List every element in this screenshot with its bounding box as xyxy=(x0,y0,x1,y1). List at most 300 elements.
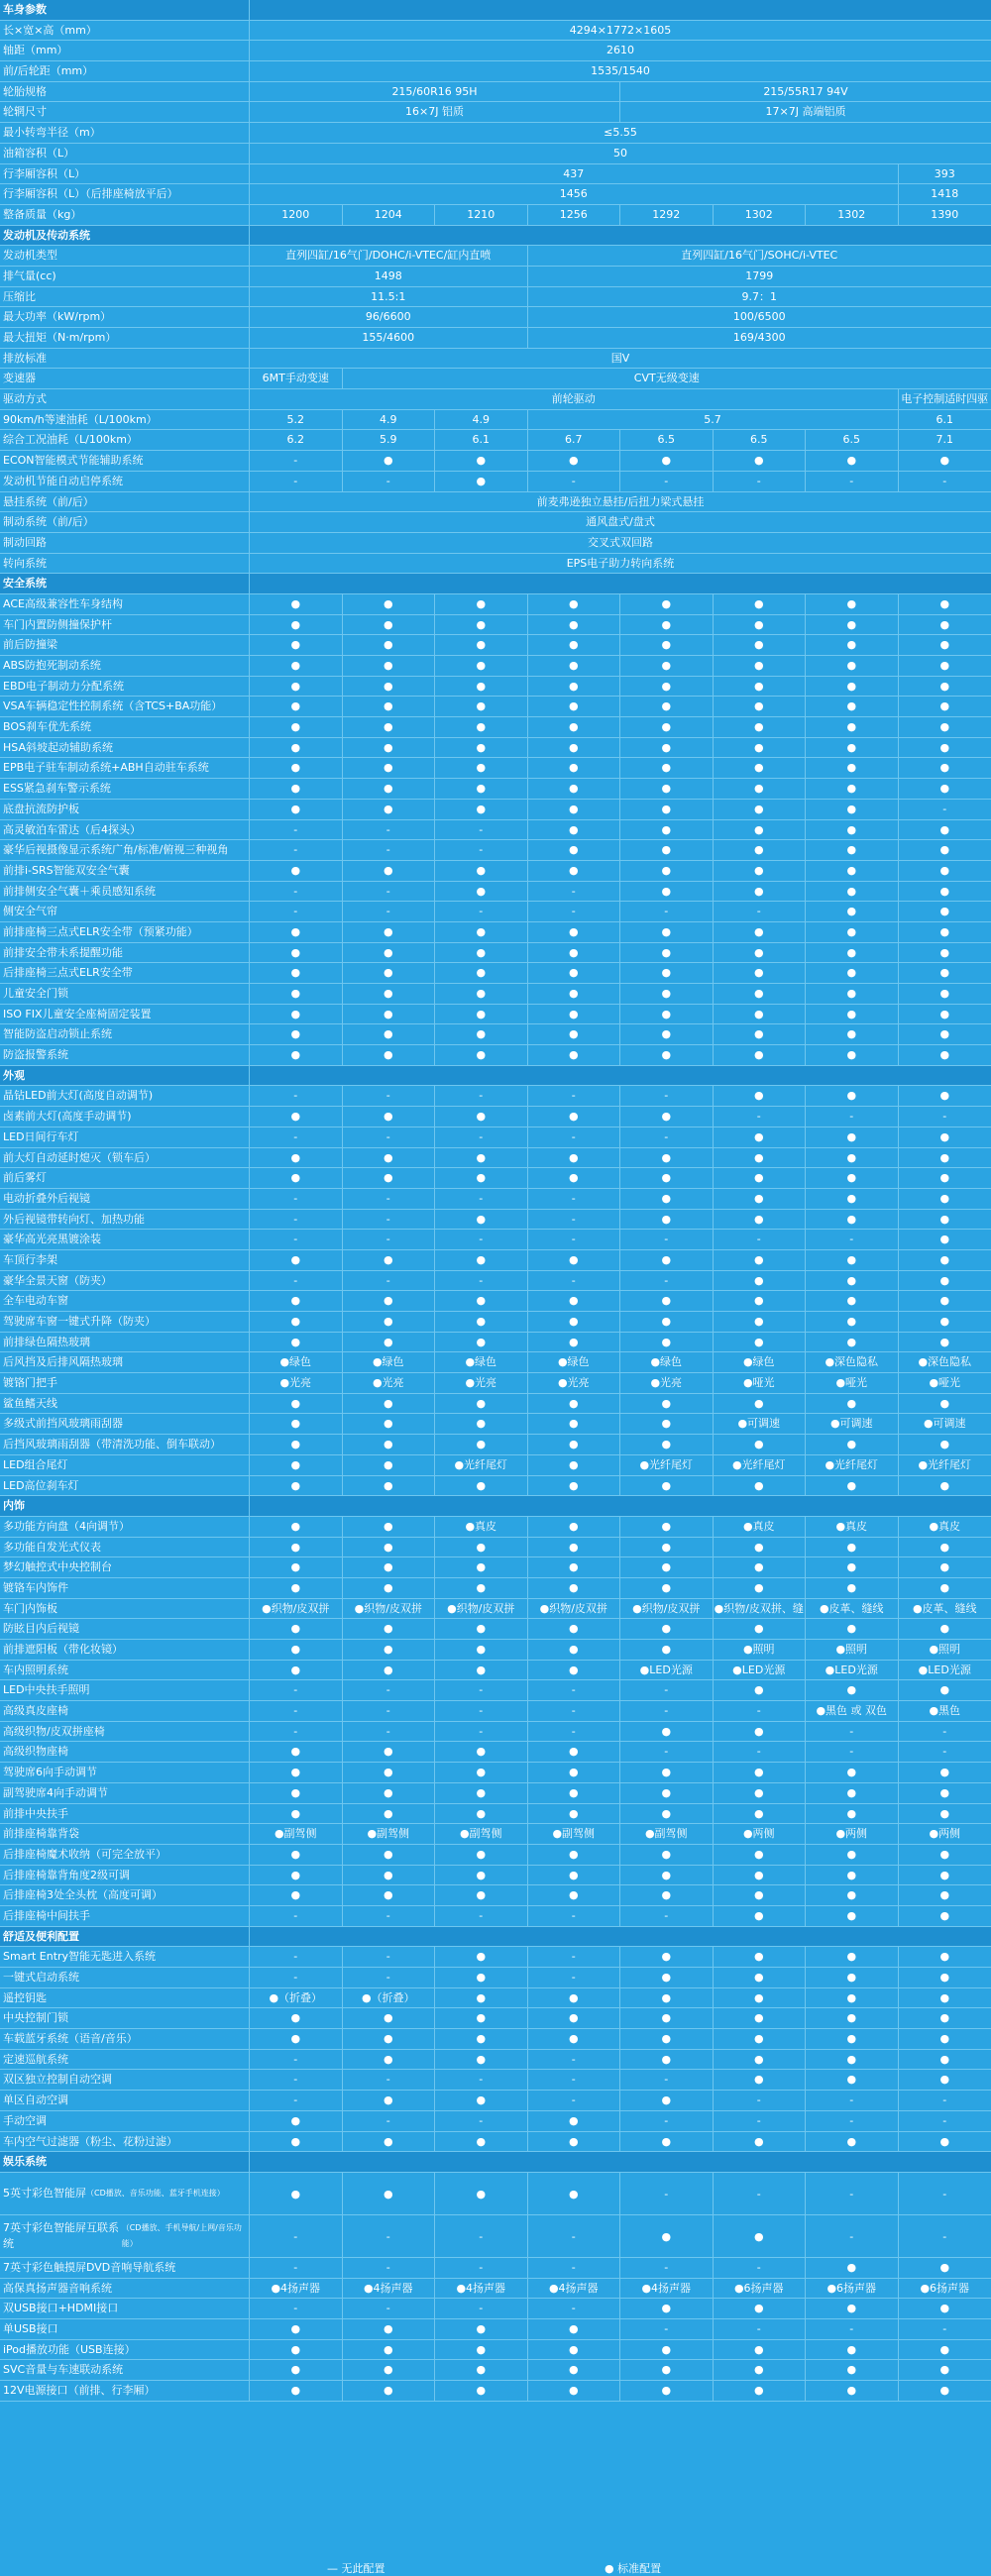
spec-label-text: 晶钻LED前大灯(高度自动调节) xyxy=(3,1089,154,1103)
spec-value-cell: ● xyxy=(528,1578,621,1598)
spec-value-cell: ● xyxy=(806,902,899,921)
spec-value-cell: ● xyxy=(806,779,899,799)
spec-value-cell: ●4扬声器 xyxy=(620,2279,714,2299)
spec-value-cell: ● xyxy=(250,1640,343,1660)
spec-value-cell: ● xyxy=(343,984,436,1004)
spec-value-cell: ● xyxy=(939,863,950,877)
spec-value-cell: ● xyxy=(620,779,714,799)
spec-label-text: ECON智能模式节能辅助系统 xyxy=(3,454,144,468)
spec-label-text: 发动机类型 xyxy=(3,249,57,263)
spec-value-cell: 前麦弗逊独立悬挂/后扭力梁式悬挂 xyxy=(536,494,705,508)
spec-value-cell: ● xyxy=(250,2319,343,2339)
spec-values xyxy=(250,1127,991,1147)
spec-label-text: 最大扭矩（N·m/rpm） xyxy=(3,331,117,344)
spec-value-cell: ● xyxy=(939,1233,950,1246)
spec-value-cell: ● xyxy=(250,922,343,942)
spec-values xyxy=(250,1086,991,1106)
spec-value-cell: ● xyxy=(435,1476,528,1496)
spec-value-cell: ● xyxy=(528,1640,621,1660)
spec-value-cell: ● xyxy=(435,738,528,758)
spec-value-cell: ● xyxy=(528,1414,621,1434)
spec-label xyxy=(0,1619,250,1639)
spec-label-text: 前大灯自动延时熄灭（锁车后） xyxy=(3,1150,156,1164)
spec-label-text: 多功能自发光式仪表 xyxy=(3,1540,101,1554)
spec-value-cell: ● xyxy=(939,1868,950,1881)
spec-value-cell: ● xyxy=(620,2340,714,2360)
spec-value-cell: - xyxy=(435,1680,528,1700)
spec-values xyxy=(250,574,991,593)
spec-value-cell: ● xyxy=(806,717,899,737)
spec-values xyxy=(250,1333,991,1352)
spec-value-cell: ● xyxy=(435,1661,528,1680)
spec-label xyxy=(0,1599,250,1619)
spec-values xyxy=(250,1722,991,1742)
spec-values xyxy=(250,615,991,635)
spec-value-cell: ● xyxy=(250,779,343,799)
spec-value-cell: ● xyxy=(343,677,436,697)
spec-value-cell: ● xyxy=(250,2008,343,2028)
spec-label xyxy=(0,1640,250,1660)
spec-value-cell: ● xyxy=(620,2050,714,2070)
spec-value-cell: - xyxy=(620,472,714,491)
spec-value-cell: - xyxy=(343,1230,436,1249)
spec-value-cell: ● xyxy=(343,779,436,799)
spec-label xyxy=(0,512,250,532)
spec-value-cell: ● xyxy=(939,2260,950,2274)
spec-value-cell: ● xyxy=(343,1742,436,1762)
spec-value-cell: ●4扬声器 xyxy=(250,2279,343,2299)
spec-value-cell: ●哑光 xyxy=(806,1373,899,1393)
spec-values xyxy=(250,2279,991,2299)
spec-value-cell: - xyxy=(435,1701,528,1721)
spec-row xyxy=(0,1517,991,1538)
spec-value-cell: - xyxy=(528,1127,621,1147)
spec-row xyxy=(0,1783,991,1804)
spec-value-cell: - xyxy=(620,2258,714,2278)
spec-value-cell: ● xyxy=(620,1783,714,1803)
spec-row xyxy=(0,758,991,779)
spec-value-cell: ● xyxy=(939,761,950,775)
spec-label-text: 单USB接口 xyxy=(3,2321,58,2335)
spec-label-text: EPB电子驻车制动系统+ABH自动驻车系统 xyxy=(3,761,209,775)
spec-value-cell: ● xyxy=(806,2360,899,2380)
spec-values xyxy=(250,1866,991,1885)
spec-values xyxy=(250,2299,991,2318)
spec-value-cell: ● xyxy=(435,2029,528,2049)
spec-row xyxy=(0,1189,991,1210)
spec-label-text: 前排i-SRS智能双安全气囊 xyxy=(3,863,130,877)
spec-label-text: 发动机及传动系统 xyxy=(3,228,90,242)
spec-value-cell: 9.7：1 xyxy=(741,289,777,303)
spec-label-text: 综合工况油耗（L/100km） xyxy=(3,433,138,447)
spec-value-cell: ● xyxy=(939,1478,950,1492)
spec-label xyxy=(0,1476,250,1496)
spec-value-cell: ● xyxy=(620,1312,714,1332)
spec-value-cell: ●副驾侧 xyxy=(435,1824,528,1844)
spec-value-cell: ● xyxy=(620,1763,714,1782)
spec-value-cell: ● xyxy=(714,1988,807,2008)
spec-row xyxy=(0,1640,991,1661)
spec-value-cell: - xyxy=(250,820,343,840)
spec-value-cell: ● xyxy=(620,1107,714,1127)
spec-row xyxy=(0,2360,991,2381)
spec-value-cell: - xyxy=(435,820,528,840)
spec-value-cell: 7.1 xyxy=(936,433,953,447)
spec-value-cell: ● xyxy=(806,738,899,758)
spec-value-cell: ● xyxy=(528,1661,621,1680)
spec-label xyxy=(0,61,250,81)
spec-value-cell: - xyxy=(343,840,436,860)
spec-label xyxy=(0,1804,250,1824)
spec-value-cell: ● xyxy=(435,1250,528,1270)
spec-value-cell: 11.5:1 xyxy=(250,287,528,307)
spec-values xyxy=(250,882,991,902)
spec-values xyxy=(250,1271,991,1291)
spec-values xyxy=(250,2381,991,2401)
spec-row xyxy=(0,2258,991,2279)
spec-value-cell: ● xyxy=(250,738,343,758)
spec-value-cell: ● xyxy=(343,1885,436,1905)
spec-value-cell: - xyxy=(806,472,899,491)
spec-label-text: 前排遮阳板（带化妆镜） xyxy=(3,1643,123,1656)
spec-value-cell: ● xyxy=(435,2319,528,2339)
spec-label xyxy=(0,1988,250,2008)
spec-row xyxy=(0,1435,991,1455)
spec-value-cell: ● xyxy=(250,1312,343,1332)
spec-label xyxy=(0,1538,250,1557)
spec-value-cell: 直列四缸/16气门/DOHC/i-VTEC/缸内直喷 xyxy=(250,246,528,266)
spec-value-cell: ● xyxy=(620,451,714,471)
spec-value-cell: ● xyxy=(250,635,343,655)
spec-value-cell: ● xyxy=(806,1024,899,1044)
spec-value-cell: ● xyxy=(714,2132,807,2152)
spec-value-cell: ● xyxy=(250,656,343,676)
spec-value-cell: ● xyxy=(343,1107,436,1127)
spec-value-cell: ● xyxy=(250,1885,343,1905)
spec-value-cell: - xyxy=(343,1086,436,1106)
spec-row xyxy=(0,922,991,943)
spec-label-text: 高保真扬声器音响系统 xyxy=(3,2281,112,2295)
spec-label-text: VSA车辆稳定性控制系统（含TCS+BA功能） xyxy=(3,699,223,713)
spec-label xyxy=(0,533,250,553)
spec-value-cell: ●副驾侧 xyxy=(343,1824,436,1844)
spec-value-cell: ●绿色 xyxy=(714,1352,807,1372)
spec-row xyxy=(0,1578,991,1599)
spec-value-cell: ● xyxy=(806,451,899,471)
spec-values xyxy=(250,102,991,122)
spec-value-cell: EPS电子助力转向系统 xyxy=(566,556,675,570)
spec-label xyxy=(0,1127,250,1147)
spec-value-cell: 1256 xyxy=(528,205,621,225)
spec-value-cell: ● xyxy=(528,1783,621,1803)
spec-value-cell: ● xyxy=(714,840,807,860)
spec-value-cell: ● xyxy=(435,717,528,737)
spec-value-cell: ● xyxy=(343,2029,436,2049)
spec-value-cell: ●两侧 xyxy=(929,1827,961,1841)
spec-value-cell: ● xyxy=(343,1455,436,1475)
spec-label-text: 防眩目内后视镜 xyxy=(3,1622,79,1636)
spec-value-cell: - xyxy=(343,1906,436,1926)
spec-row xyxy=(0,2091,991,2111)
spec-value-cell: ● xyxy=(714,2008,807,2028)
spec-value-cell: - xyxy=(528,1210,621,1230)
spec-value-cell: ● xyxy=(939,1806,950,1820)
spec-value-cell: 1535/1540 xyxy=(591,64,650,78)
spec-value-cell: ●照明 xyxy=(714,1640,807,1660)
spec-label xyxy=(0,2029,250,2049)
spec-label-text: 前排座椅三点式ELR安全带（预紧功能） xyxy=(3,924,198,938)
spec-label-text: 双区独立控制自动空调 xyxy=(3,2073,112,2087)
spec-value-cell: ● xyxy=(250,1250,343,1270)
spec-value-cell: 1456 xyxy=(250,184,899,204)
spec-value-cell: - xyxy=(942,1110,947,1124)
spec-value-cell: - xyxy=(528,1968,621,1987)
spec-label-text: 高级织物/皮双拼座椅 xyxy=(3,1724,105,1738)
spec-label-text: 双USB接口+HDMI接口 xyxy=(3,2302,119,2315)
spec-value-cell: ● xyxy=(435,2091,528,2110)
spec-row xyxy=(0,1045,991,1066)
spec-value-cell: ● xyxy=(620,635,714,655)
spec-values xyxy=(250,2008,991,2028)
spec-row xyxy=(0,1210,991,1231)
spec-label-text: Smart Entry智能无匙进入系统 xyxy=(3,1950,157,1964)
spec-label-text: 转向系统 xyxy=(3,556,47,570)
spec-value-cell: - xyxy=(343,472,436,491)
spec-value-cell: ● xyxy=(528,1394,621,1414)
spec-label-text: ABS防抱死制动系统 xyxy=(3,659,101,672)
spec-label-text: 多功能方向盘（4向调节） xyxy=(3,1519,130,1533)
spec-value-cell: ● xyxy=(528,1763,621,1782)
spec-values xyxy=(250,144,991,163)
spec-value-cell: 4294×1772×1605 xyxy=(569,23,672,37)
spec-values xyxy=(250,2050,991,2070)
spec-value-cell: 6.1 xyxy=(435,430,528,450)
spec-value-cell: - xyxy=(435,1230,528,1249)
spec-label-text: 高级织物座椅 xyxy=(3,1745,68,1759)
spec-value-cell: - xyxy=(528,2070,621,2090)
spec-label xyxy=(0,1005,250,1024)
spec-label xyxy=(0,902,250,921)
spec-value-cell: ● xyxy=(528,1005,621,1024)
spec-label-text: 车内照明系统 xyxy=(3,1663,68,1676)
spec-label xyxy=(0,1763,250,1782)
spec-value-cell: - xyxy=(942,474,947,487)
spec-value-cell: ● xyxy=(939,905,950,918)
spec-value-cell: - xyxy=(250,2215,343,2257)
spec-row xyxy=(0,389,991,410)
spec-value-cell: ●深色隐私 xyxy=(806,1352,899,1372)
spec-label-note: （CD播放、音乐功能、蓝牙手机连接） xyxy=(86,2188,225,2198)
spec-value-cell: ● xyxy=(714,677,807,697)
spec-label-text: 前/后轮距（mm） xyxy=(3,64,94,78)
spec-label xyxy=(0,123,250,143)
spec-value-cell: - xyxy=(528,1230,621,1249)
spec-value-cell: 96/6600 xyxy=(250,307,528,327)
spec-value-cell: ● xyxy=(620,840,714,860)
spec-value-cell: ●副驾侧 xyxy=(250,1824,343,1844)
spec-value-cell: ● xyxy=(714,758,807,778)
spec-value-cell: - xyxy=(714,902,807,921)
spec-label-text: 后排座椅魔术收纳（可完全放平） xyxy=(3,1847,166,1861)
spec-value-cell: ●（折叠） xyxy=(343,1988,436,2008)
spec-label xyxy=(0,1086,250,1106)
spec-label xyxy=(0,21,250,41)
spec-row xyxy=(0,554,991,575)
spec-value-cell: 2610 xyxy=(606,44,634,57)
spec-value-cell: ● xyxy=(806,882,899,902)
spec-label-text: 7英寸彩色触摸屏DVD音响导航系统 xyxy=(3,2260,176,2274)
spec-value-cell: ● xyxy=(714,2360,807,2380)
spec-value-cell: ●绿色 xyxy=(343,1352,436,1372)
spec-value-cell: ● xyxy=(528,1333,621,1352)
spec-value-cell: ● xyxy=(528,1866,621,1885)
spec-value-cell: ● xyxy=(806,1189,899,1209)
spec-value-cell: ●4扬声器 xyxy=(343,2279,436,2299)
spec-label xyxy=(0,1845,250,1865)
spec-row xyxy=(0,328,991,349)
spec-value-cell: ● xyxy=(714,1005,807,1024)
spec-value-cell: ● xyxy=(939,740,950,754)
spec-row xyxy=(0,1722,991,1743)
spec-row xyxy=(0,451,991,472)
spec-label xyxy=(0,41,250,60)
spec-value-cell: ● xyxy=(620,615,714,635)
spec-value-cell: ● xyxy=(939,1908,950,1922)
spec-value-cell: ● xyxy=(714,615,807,635)
section-header-row xyxy=(0,2152,991,2173)
spec-label xyxy=(0,1968,250,1987)
spec-label xyxy=(0,2091,250,2110)
spec-value-cell: 1302 xyxy=(714,205,807,225)
spec-value-cell: ● xyxy=(939,2032,950,2046)
spec-value-cell: ● xyxy=(806,861,899,881)
spec-value-cell: ● xyxy=(528,1291,621,1311)
spec-label xyxy=(0,1210,250,1230)
spec-value-cell: - xyxy=(250,840,343,860)
spec-value-cell: ● xyxy=(714,1906,807,1926)
spec-label-text: 长×宽×高（mm） xyxy=(3,23,97,37)
spec-label-text: 车内空气过滤器（粉尘、花粉过滤） xyxy=(3,2134,177,2148)
spec-value-cell: ● xyxy=(620,1045,714,1065)
spec-value-cell: ● xyxy=(714,922,807,942)
spec-values xyxy=(250,41,991,60)
spec-label xyxy=(0,800,250,819)
spec-label xyxy=(0,1947,250,1967)
spec-label-text: LED日间行车灯 xyxy=(3,1129,79,1143)
section-header-row xyxy=(0,1496,991,1517)
spec-value-cell: ●真皮 xyxy=(435,1517,528,1537)
spec-value-cell: - xyxy=(528,2091,621,2110)
spec-values xyxy=(250,635,991,655)
spec-value-cell: ● xyxy=(435,1291,528,1311)
spec-value-cell: ● xyxy=(343,1866,436,1885)
spec-label xyxy=(0,1742,250,1762)
spec-value-cell: ● xyxy=(714,1148,807,1168)
spec-values xyxy=(250,410,991,430)
spec-label xyxy=(0,717,250,737)
spec-label-text: 梦幻触控式中央控制台 xyxy=(3,1560,112,1574)
spec-value-cell: - xyxy=(620,1230,714,1249)
spec-value-cell: ● xyxy=(435,1968,528,1987)
spec-value-cell: ● xyxy=(806,656,899,676)
spec-value-cell: ● xyxy=(250,697,343,716)
spec-values xyxy=(250,1988,991,2008)
spec-value-cell: ● xyxy=(435,882,528,902)
spec-value-cell: - xyxy=(343,1271,436,1291)
spec-value-cell: - xyxy=(942,2321,947,2335)
spec-values xyxy=(250,82,991,102)
spec-value-cell: ● xyxy=(939,1971,950,1984)
spec-value-cell: ● xyxy=(939,1438,950,1451)
spec-value-cell: ● xyxy=(528,1845,621,1865)
spec-value-cell: - xyxy=(942,2229,947,2243)
spec-label xyxy=(0,1557,250,1577)
spec-value-cell: - xyxy=(250,2258,343,2278)
spec-label-text: 车门内饰板 xyxy=(3,1601,57,1615)
spec-value-cell: - xyxy=(528,902,621,921)
spec-value-cell: ● xyxy=(714,1947,807,1967)
spec-label-text: 轮辋尺寸 xyxy=(3,105,47,119)
spec-value-cell: ● xyxy=(939,2363,950,2377)
spec-label-text: ESS紧急刹车警示系统 xyxy=(3,782,111,796)
spec-row xyxy=(0,1661,991,1681)
spec-value-cell: ● xyxy=(620,1557,714,1577)
spec-value-cell: ● xyxy=(806,840,899,860)
spec-value-cell: ● xyxy=(939,2302,950,2315)
spec-row xyxy=(0,41,991,61)
spec-label xyxy=(0,1783,250,1803)
spec-label xyxy=(0,369,250,388)
spec-value-cell: ● xyxy=(343,1250,436,1270)
spec-label-text: 驾驶席车窗一键式升降（防夹） xyxy=(3,1315,156,1328)
spec-value-cell: 4.9 xyxy=(435,410,528,430)
spec-value-cell: - xyxy=(528,1271,621,1291)
spec-values xyxy=(250,2319,991,2339)
section-title xyxy=(0,2152,250,2172)
spec-label xyxy=(0,1722,250,1742)
spec-value-cell: ● xyxy=(939,884,950,898)
spec-label-text: 儿童安全门锁 xyxy=(3,987,68,1000)
spec-value-cell: ● xyxy=(939,1212,950,1226)
spec-value-cell: ● xyxy=(806,2299,899,2318)
spec-value-cell: ● xyxy=(620,861,714,881)
spec-value-cell: 17×7J 高端铝质 xyxy=(765,105,846,119)
spec-value-cell: ● xyxy=(435,472,528,491)
spec-value-cell: ● xyxy=(939,1335,950,1348)
spec-values xyxy=(250,512,991,532)
spec-label xyxy=(0,430,250,450)
spec-row xyxy=(0,738,991,759)
spec-value-cell: ● xyxy=(620,1291,714,1311)
spec-value-cell: ● xyxy=(435,2008,528,2028)
spec-value-cell: ● xyxy=(806,697,899,716)
spec-value-cell: ● xyxy=(528,1557,621,1577)
spec-label xyxy=(0,287,250,307)
spec-value-cell: - xyxy=(620,2319,714,2339)
spec-value-cell: ● xyxy=(620,1435,714,1454)
spec-value-cell: ● xyxy=(250,2173,343,2214)
spec-value-cell: ● xyxy=(806,1845,899,1865)
spec-label xyxy=(0,1230,250,1249)
spec-value-cell: ● xyxy=(714,2070,807,2090)
spec-value-cell: ● xyxy=(250,1291,343,1311)
spec-value-cell: ●光亮 xyxy=(435,1373,528,1393)
spec-value-cell: ● xyxy=(435,2360,528,2380)
spec-label xyxy=(0,1107,250,1127)
spec-label xyxy=(0,1352,250,1372)
spec-values xyxy=(250,164,991,184)
spec-value-cell: ● xyxy=(435,1866,528,1885)
